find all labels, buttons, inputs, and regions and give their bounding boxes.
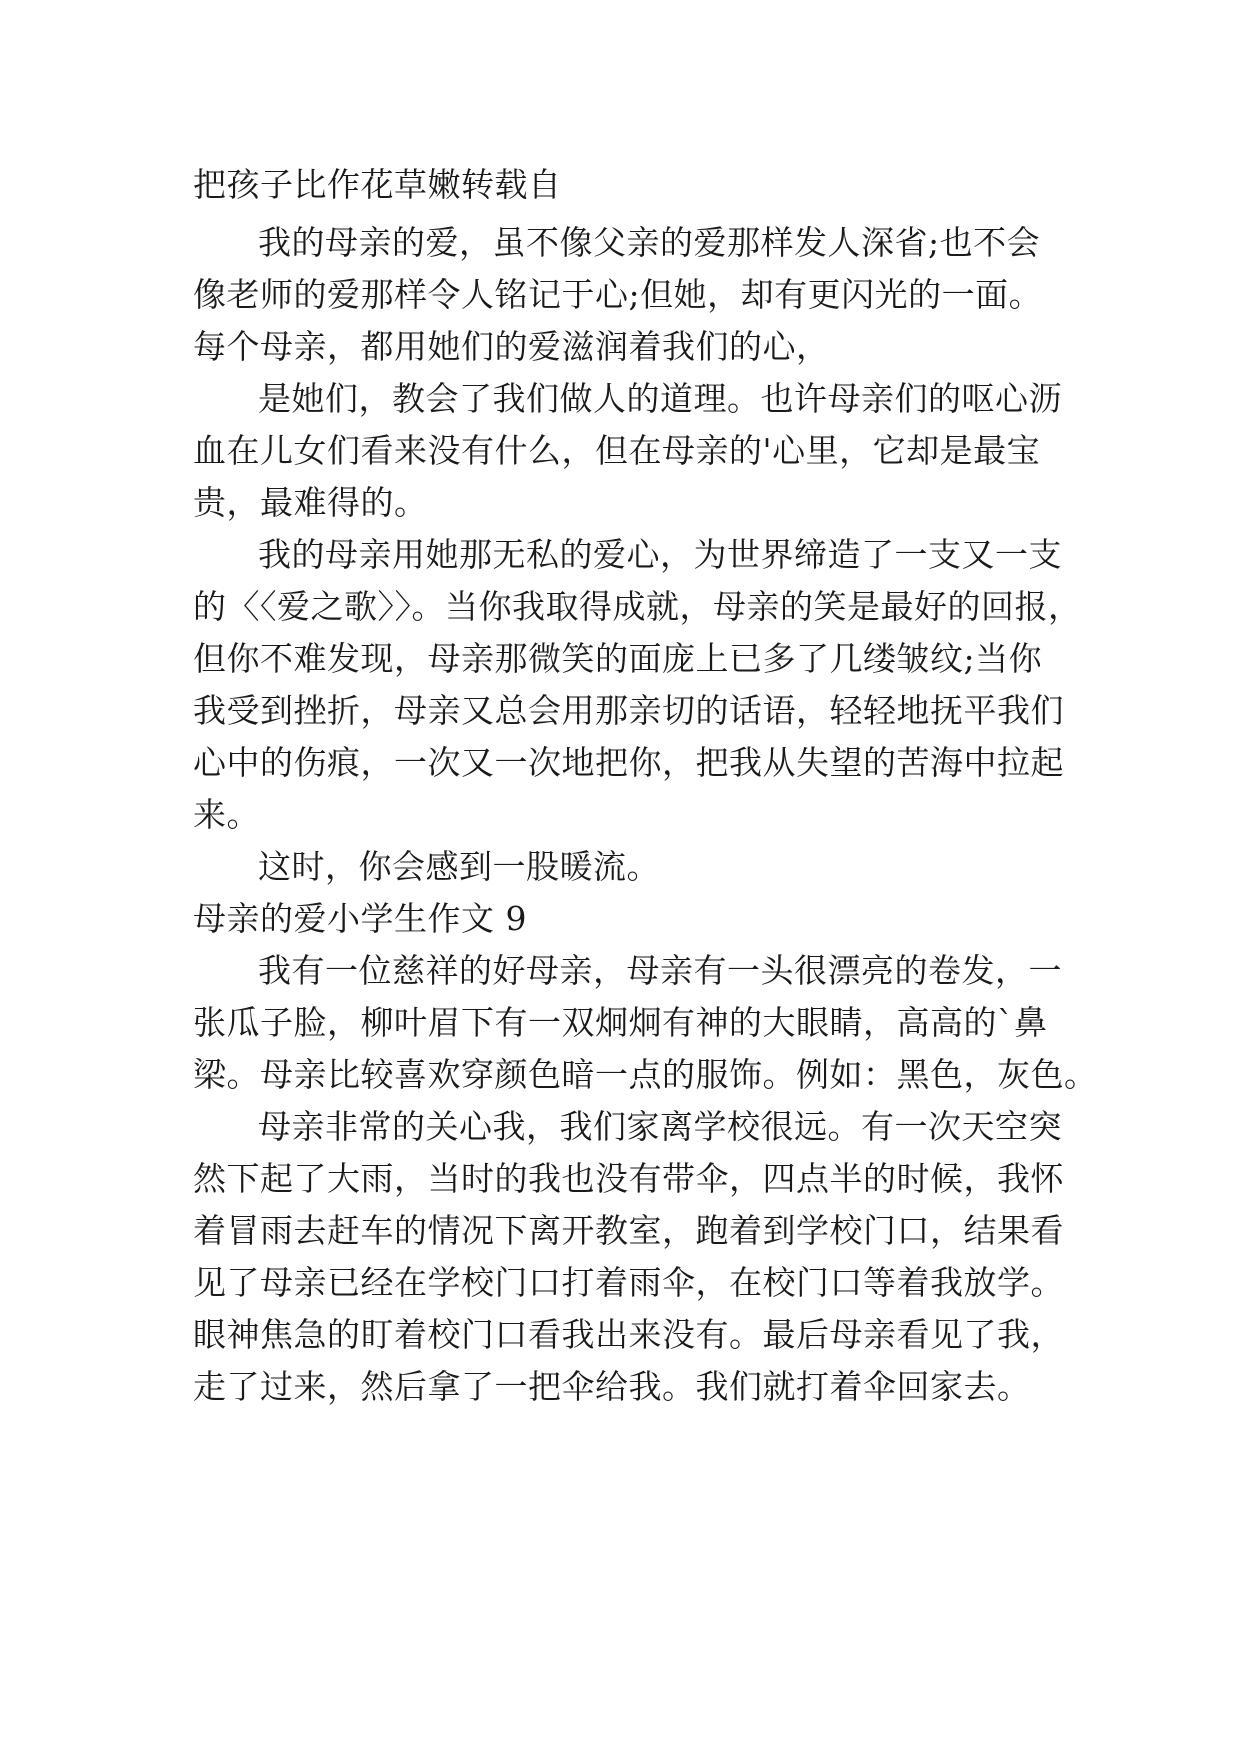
paragraph-6-line-4: 见了母亲已经在学校门口打着雨伞，在校门口等着我放学。 [193, 1263, 1064, 1302]
paragraph-4-line-1: 这时，你会感到一股暖流。 [258, 847, 660, 886]
paragraph-2-line-1: 是她们，教会了我们做人的道理。也许母亲们的呕心沥 [258, 379, 1062, 418]
paragraph-6-line-2: 然下起了大雨，当时的我也没有带伞，四点半的时候，我怀 [193, 1159, 1064, 1198]
paragraph-3-line-1: 我的母亲用她那无私的爱心，为世界缔造了一支又一支 [258, 535, 1062, 574]
paragraph-6-line-1: 母亲非常的关心我，我们家离学校很远。有一次天空突 [258, 1107, 1062, 1146]
paragraph-1-line-3: 每个母亲，都用她们的爱滋润着我们的心， [193, 327, 830, 366]
paragraph-6-line-5: 眼神焦急的盯着校门口看我出来没有。最后母亲看见了我， [193, 1315, 1064, 1354]
paragraph-2-line-2: 血在儿女们看来没有什么，但在母亲的'心里，它却是最宝 [193, 431, 1041, 470]
paragraph-2-line-3: 贵，最难得的。 [193, 483, 428, 522]
paragraph-1-line-1: 我的母亲的爱，虽不像父亲的爱那样发人深省;也不会 [258, 223, 1041, 262]
paragraph-3-line-3: 但你不难发现，母亲那微笑的面庞上已多了几缕皱纹;当你 [193, 639, 1043, 678]
paragraph-5-line-1: 我有一位慈祥的好母亲，母亲有一头很漂亮的卷发，一 [258, 951, 1062, 990]
section-title-2: 母亲的爱小学生作文 9 [193, 899, 527, 938]
paragraph-3-line-6: 来。 [193, 795, 260, 834]
section-title-1: 把孩子比作花草嫩转载自 [193, 165, 562, 204]
paragraph-5-line-3: 梁。母亲比较喜欢穿颜色暗一点的服饰。例如：黑色，灰色。 [193, 1055, 1098, 1094]
paragraph-1-line-2: 像老师的爱那样令人铭记于心;但她，却有更闪光的一面。 [193, 275, 1043, 314]
paragraph-3-line-4: 我受到挫折，母亲又总会用那亲切的话语，轻轻地抚平我们 [193, 691, 1064, 730]
paragraph-5-line-2: 张瓜子脸，柳叶眉下有一双炯炯有神的大眼睛，高高的`鼻 [193, 1003, 1048, 1042]
paragraph-3-line-5: 心中的伤痕，一次又一次地把你，把我从失望的苦海中拉起 [193, 743, 1064, 782]
paragraph-6-line-3: 着冒雨去赶车的情况下离开教室，跑着到学校门口，结果看 [193, 1211, 1064, 1250]
paragraph-3-line-2: 的〈〈爱之歌〉〉。当你我取得成就，母亲的笑是最好的回报， [193, 587, 1082, 626]
paragraph-6-line-6: 走了过来，然后拿了一把伞给我。我们就打着伞回家去。 [193, 1367, 1031, 1406]
